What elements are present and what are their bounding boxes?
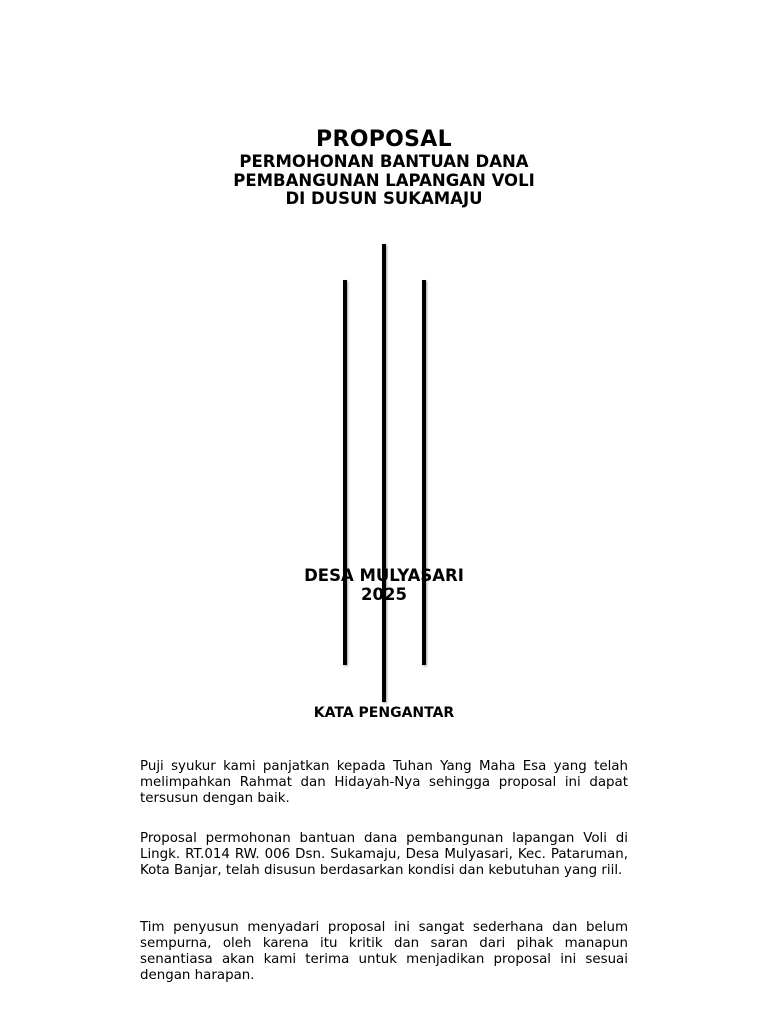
section-heading: KATA PENGANTAR <box>313 705 455 721</box>
subtitle-line: PEMBANGUNAN LAPANGAN VOLI <box>233 170 535 190</box>
organization-name: DESA MULYASARI <box>304 566 464 585</box>
decorative-line-center <box>382 244 386 702</box>
organization-block <box>0 566 768 604</box>
decorative-line-right <box>422 280 426 665</box>
subtitle-line: DI DUSUN SUKAMAJU <box>285 189 483 208</box>
document-title: PROPOSAL <box>316 127 452 152</box>
document-year: 2025 <box>361 585 407 604</box>
paragraph: Proposal permohonan bantuan dana pembangunan lapangan Voli di Lingk. RT.014 RW. 006 Dsn. Sukamaju, Desa Mulyasari, Kec. Pataruman, Kota Banjar, telah disusun berdasarkan kondisi dan kebutuhan yang riil. <box>140 831 628 878</box>
paragraph: Puji syukur kami panjatkan kepada Tuhan Yang Maha Esa yang telah melimpahkan Rahmat dan Hidayah-Nya sehingga proposal ini dapat tersusun dengan baik. <box>140 759 628 806</box>
subtitle-line: PERMOHONAN BANTUAN DANA <box>239 152 529 171</box>
decorative-line-left <box>343 280 347 665</box>
paragraph: Tim penyusun menyadari proposal ini sangat sederhana dan belum sempurna, oleh karena itu kritik dan saran dari pihak manapun senantiasa akan kami terima untuk menjadikan proposal ini sesuai dengan harapan. <box>140 920 628 983</box>
document-subtitle <box>0 153 768 209</box>
